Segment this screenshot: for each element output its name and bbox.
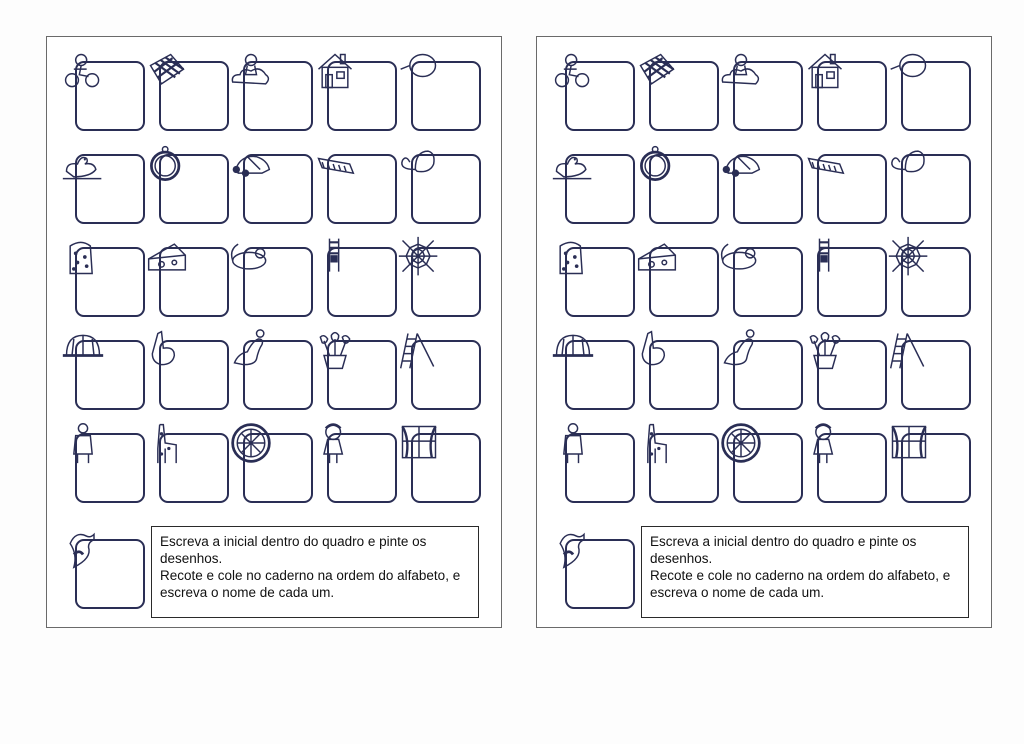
picture-card [143,140,231,224]
girl-icon [803,421,847,465]
instructions-box [151,526,479,618]
picture-card [633,233,721,317]
picture-card [311,47,399,131]
picture-card [801,140,889,224]
helmet-icon [551,328,595,372]
boy-on-bike-icon [61,49,105,93]
giraffe-icon [635,421,679,465]
picture-card [717,419,805,503]
picture-card [633,47,721,131]
wheel-icon [229,421,273,465]
picture-card [59,326,147,410]
balloon-icon [397,49,441,93]
picture-card [143,326,231,410]
instructions-box [641,526,969,618]
picture-card [59,233,147,317]
window-icon [887,421,931,465]
finger-icon [145,328,189,372]
picture-card [885,326,973,410]
picture-card [633,419,721,503]
picture-card [633,140,721,224]
picture-card [549,419,637,503]
rat-icon [719,235,763,279]
picture-card [227,140,315,224]
house-icon [803,49,847,93]
cheese-icon [145,235,189,279]
mouse-icon [887,142,931,186]
girl-on-cloud-icon [719,49,763,93]
picture-card [311,326,399,410]
picnic-cloth-icon [635,49,679,93]
balloon-icon [887,49,931,93]
picture-card [885,47,973,131]
seal-icon [719,328,763,372]
mouse-icon [397,142,441,186]
picture-card [59,47,147,131]
phone-icon [229,142,273,186]
picnic-cloth-icon [145,49,189,93]
seal-icon [229,328,273,372]
instructions-line-2: Recote e cole no caderno na ordem do alfabeto, e escreva o nome de cada um. [650,568,951,600]
picture-card [801,47,889,131]
picture-card [143,419,231,503]
picture-card [717,140,805,224]
picture-card [717,326,805,410]
picture-card [801,419,889,503]
picture-card [885,419,973,503]
rat-icon [229,235,273,279]
picture-card [395,233,483,317]
picture-card [549,47,637,131]
doctor-icon [61,421,105,465]
cheese-icon [635,235,679,279]
girl-on-cloud-icon [229,49,273,93]
giraffe-icon [145,421,189,465]
picture-card [227,233,315,317]
jaguar-icon [61,235,105,279]
vulture-icon [551,527,595,571]
picture-card [885,233,973,317]
vulture-icon [61,527,105,571]
picture-card [885,140,973,224]
picture-card [395,419,483,503]
jaguar-icon [551,235,595,279]
window-icon [397,421,441,465]
spider-web-icon [397,235,441,279]
picture-card [801,233,889,317]
instructions-line-1: Escreva a inicial dentro do quadro e pinte os desenhos. [650,534,917,566]
ring-icon [145,142,189,186]
picture-card [227,419,315,503]
tulip-pot-icon [803,328,847,372]
harmonica-icon [803,142,847,186]
picture-card [143,47,231,131]
ladder-icon [887,328,931,372]
picture-card [717,233,805,317]
worksheet-left [46,36,502,628]
picture-card [311,419,399,503]
picture-card [801,326,889,410]
picture-card [59,140,147,224]
house-icon [313,49,357,93]
picture-card [549,233,637,317]
ladder-icon [397,328,441,372]
picture-card [549,140,637,224]
tulip-pot-icon [313,328,357,372]
picture-card [59,525,147,609]
picture-card [395,326,483,410]
instructions-line-1: Escreva a inicial dentro do quadro e pinte os desenhos. [160,534,427,566]
picture-card [311,233,399,317]
helmet-icon [61,328,105,372]
picture-card [143,233,231,317]
duck-icon [551,142,595,186]
picture-card [549,326,637,410]
picture-card [549,525,637,609]
ring-icon [635,142,679,186]
picture-card [633,326,721,410]
duck-icon [61,142,105,186]
phone-icon [719,142,763,186]
worksheet-right [536,36,992,628]
picture-card [227,326,315,410]
picture-card [395,140,483,224]
harmonica-icon [313,142,357,186]
picture-card [717,47,805,131]
spider-web-icon [887,235,931,279]
picture-card [59,419,147,503]
girl-icon [313,421,357,465]
zipper-icon [313,235,357,279]
doctor-icon [551,421,595,465]
wheel-icon [719,421,763,465]
instructions-line-2: Recote e cole no caderno na ordem do alfabeto, e escreva o nome de cada um. [160,568,461,600]
picture-card [395,47,483,131]
finger-icon [635,328,679,372]
picture-card [311,140,399,224]
boy-on-bike-icon [551,49,595,93]
picture-card [227,47,315,131]
zipper-icon [803,235,847,279]
